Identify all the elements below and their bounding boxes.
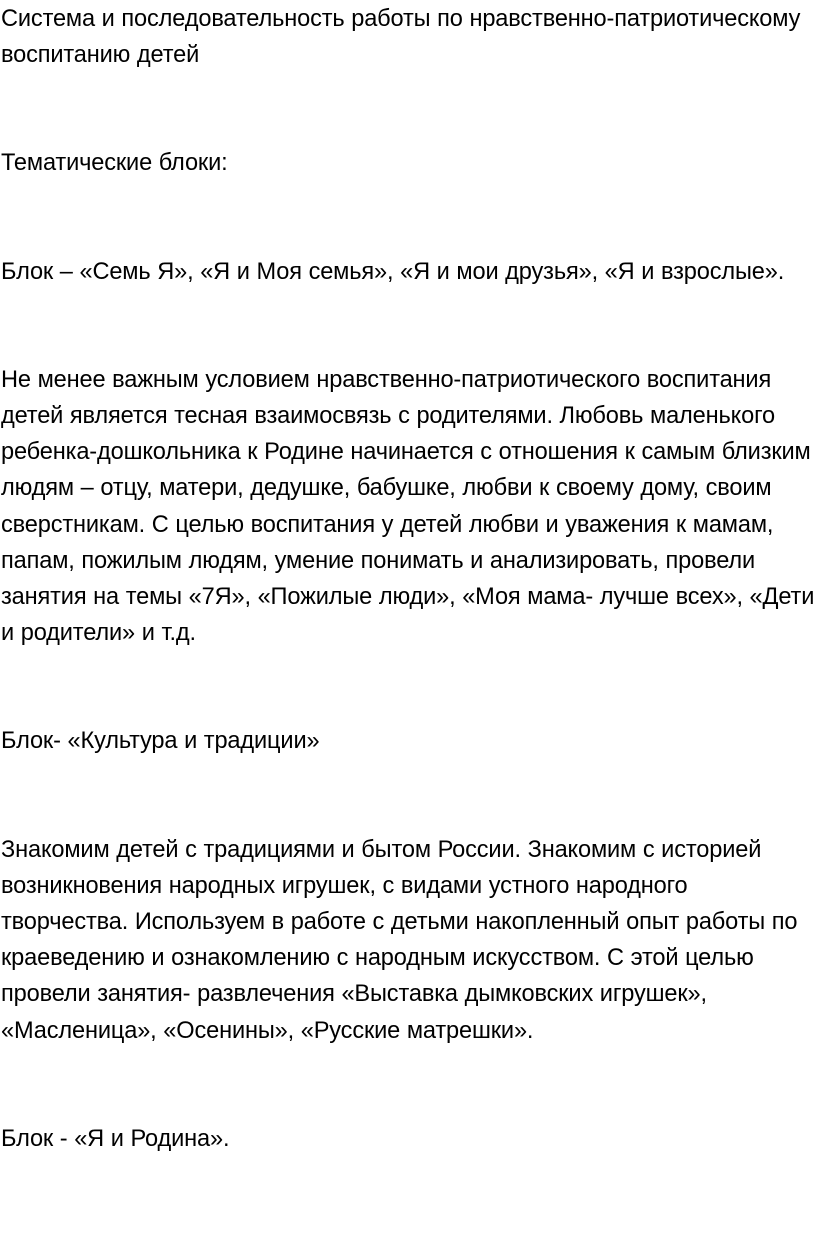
block-2-heading: Блок- «Культура и традиции» [1, 728, 320, 755]
thematic-blocks-heading: Тематические блоки: [1, 150, 228, 177]
block-3-heading: Блок - «Я и Родина». [1, 1125, 230, 1152]
block-2-paragraph: Знакомим детей с традициями и бытом России. Знакомим с историей возникновения народных игрушек, с видами устного народного творчества. Используем в работе с детьми накопленный опыт работы по краеведению и ознакомлению с народным искусством. С этой целью провели занятия- развлечения «Выставка дымковских игрушек», «Масленица», «Осенины», «Русские матрешки». [1, 836, 798, 1044]
block-1-paragraph: Не менее важным условием нравственно-патриотического воспитания детей является тесная взаимосвязь с родителями. Любовь маленького ребенка-дошкольника к Родине начинается с отношения к самым близким людям – отцу, матери, дедушке, бабушке, любви к своему дому, своим сверстникам. С целью воспитания у детей любви и уважения к мамам, папам, пожилым людям, умение понимать и анализировать, провели занятия на темы «7Я», «Пожилые люди», «Моя мама- лучше всех», «Дети и родители» и т.д. [1, 366, 815, 647]
document-title: Система и последовательность работы по нравственно-патриотическому воспитанию детей [1, 6, 801, 69]
block-1-heading: Блок – «Семь Я», «Я и Моя семья», «Я и мои друзья», «Я и взрослые». [1, 258, 785, 285]
